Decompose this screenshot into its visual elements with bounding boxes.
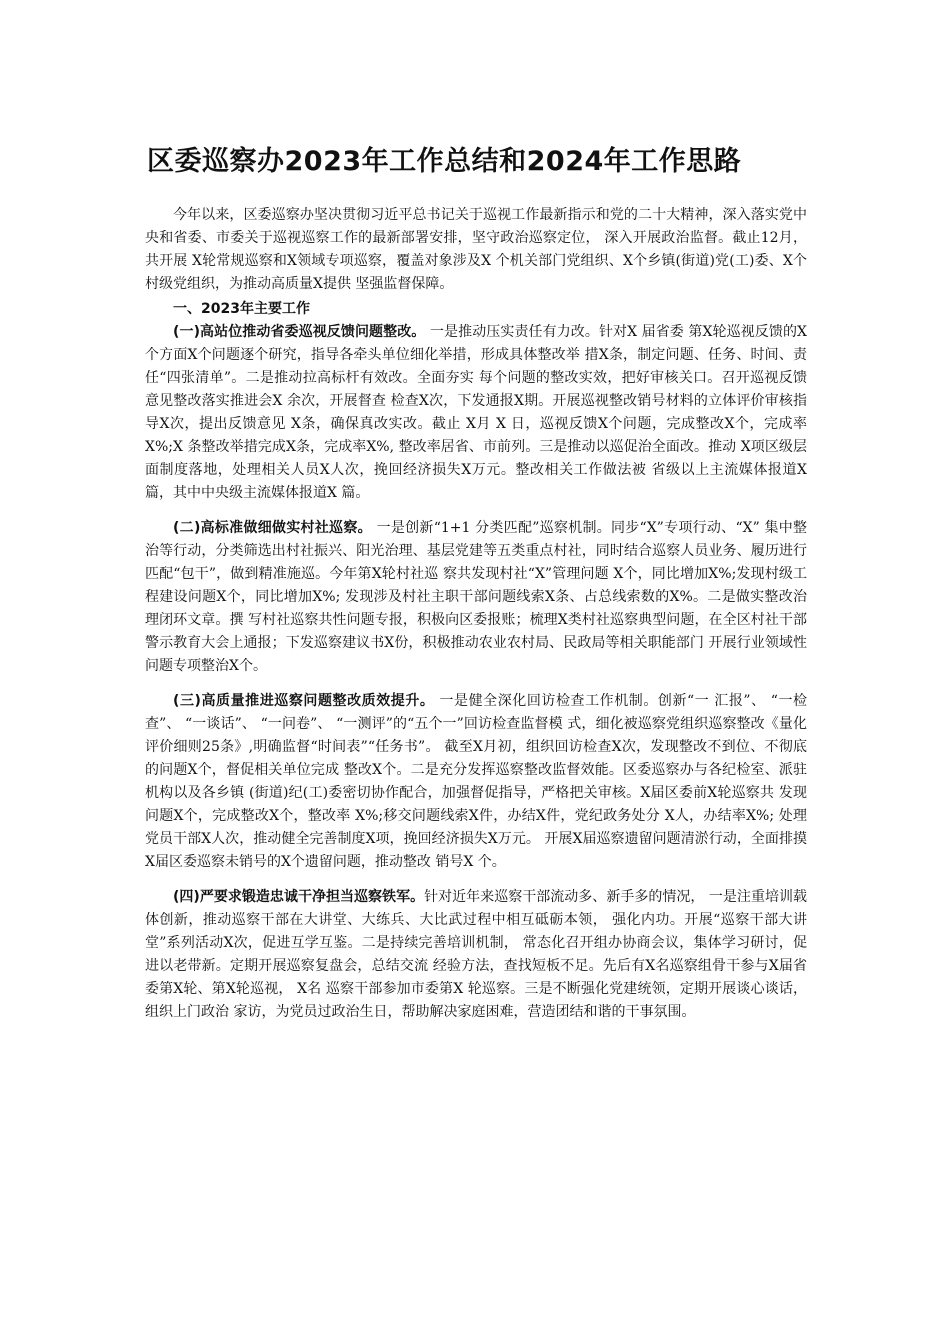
work-item-3 (145, 690, 807, 874)
document-page (145, 140, 807, 1024)
work-item-2-body: 一是创新“1+1 分类匹配”巡察机制。同步“X”专项行动、“X” 集中整治等行动，分类筛选出村社振兴、阳光治理、基层党建等五类重点村社，同时结合巡察人员业务、履历进行匹配“包干”，做到精准施巡。今年第X轮村社巡 察共发现村社“X”管理问题 X个，同比增加X%;发现村级工程建设问题X个，同比增加X%; 发现涉及村社主职干部问题线索X条、占总线索数的X%。二是做实整改治理闭环文章。撰 写村社巡察共性问题专报，积极向区委报账；梳理X类村社巡察典型问题，在全区村社干部 警示教育大会上通报；下发巡察建议书X份，积极推动农业农村局、民政局等相关职能部门 开展行业领域性问题专项整治X个。 (145, 520, 808, 674)
work-item-4-heading: (四)严要求锻造忠诚干净担当巡察铁军。 (173, 889, 425, 905)
work-item-4 (145, 886, 807, 1024)
section-heading-1: 一、2023年主要工作 (173, 301, 310, 317)
work-item-4-body: 针对近年来巡察干部流动多、新手多的情况， 一是注重培训载体创新，推动巡察干部在大讲堂、大练兵、大比武过程中相互砥砺本领， 强化内功。开展“巡察干部大讲堂”系列活动X次，促进互学互鉴。二是持续完善培训机制， 常态化召开组办协商会议，集体学习研讨，促进以老带新。定期开展巡察复盘会，总结交流 经验方法，查找短板不足。先后有X名巡察组骨干参与X届省委第X轮、第X轮巡视， X名 巡察干部参加市委第X 轮巡察。三是不断强化党建统领，定期开展谈心谈话，组织上门政治 家访，为党员过政治生日，帮助解决家庭困难，营造团结和谐的干事氛围。 (145, 889, 807, 1020)
work-item-1-heading: (一)高站位推动省委巡视反馈问题整改。 (173, 324, 426, 340)
work-item-1-body: 一是推动压实责任有力改。针对X 届省委 第X轮巡视反馈的X个方面X个问题逐个研究，指导各牵头单位细化举措，形成具体整改举 措X条，制定问题、任务、时间、责任“四张清单”。二是推动拉高标杆有效改。全面夯实 每个问题的整改实效，把好审核关口。召开巡视反馈意见整改落实推进会X 余次，开展督查 检查X次，下发通报X期。开展巡视整改销号材料的立体评价审核指导X次，提出反馈意见 X条，确保真改实改。截止 X月 X 日，巡视反馈X个问题，完成整改X个，完成率X%;X 条整改举措完成X条，完成率X%, 整改率居省、市前列。三是推动以巡促治全面改。推动 X项区级层面制度落地，处理相关人员X人次，挽回经济损失X万元。整改相关工作做法被 省级以上主流媒体报道X 篇，其中中央级主流媒体报道X 篇。 (145, 324, 808, 501)
document-title: 区委巡察办2023年工作总结和2024年工作思路 (147, 146, 742, 177)
work-item-2 (145, 517, 807, 678)
work-item-3-heading: (三)高质量推进巡察问题整改质效提升。 (173, 693, 435, 709)
work-item-3-body: 一是健全深化回访检查工作机制。创新“一 汇报”、 “一检查”、 “一谈话”、 “一问卷”、 “一测评”的“五个一”回访检查监督模 式，细化被巡察党组织巡察整改《量化评价细则25条》,明确监督“时间表”“任务书”。 截至X月初，组织回访检查X次，发现整改不到位、不彻底的问题X个，督促相关单位完成 整改X个。二是充分发挥巡察整改监督效能。区委巡察办与各纪检室、派驻机构以及各乡镇 (街道)纪(工)委密切协作配合，加强督促指导，严格把关审核。X届区委前X轮巡察共 发现问题X个，完成整改X个，整改率 X%;移交问题线索X件，办结X件，党纪政务处分 X人，办结率X%; 处理党员干部X人次，推动健全完善制度X项，挽回经济损失X万元。 开展X届巡察遗留问题清淤行动，全面排摸X届区委巡察未销号的X个遗留问题，推动整改 销号X 个。 (145, 693, 808, 870)
intro-paragraph: 今年以来，区委巡察办坚决贯彻习近平总书记关于巡视工作最新指示和党的二十大精神，深入落实党中央和省委、市委关于巡视巡察工作的最新部署安排，坚守政治巡察定位， 深入开展政治监督。截止12月，共开展 X轮常规巡察和X领域专项巡察，覆盖对象涉及X 个机关部门党组织、X个乡镇(街道)党(工)委、X个村级党组织，为推动高质量X提供 坚强监督保障。 (145, 207, 807, 292)
work-item-1 (145, 321, 807, 505)
work-item-2-heading: (二)高标准做细做实村社巡察。 (173, 520, 372, 536)
